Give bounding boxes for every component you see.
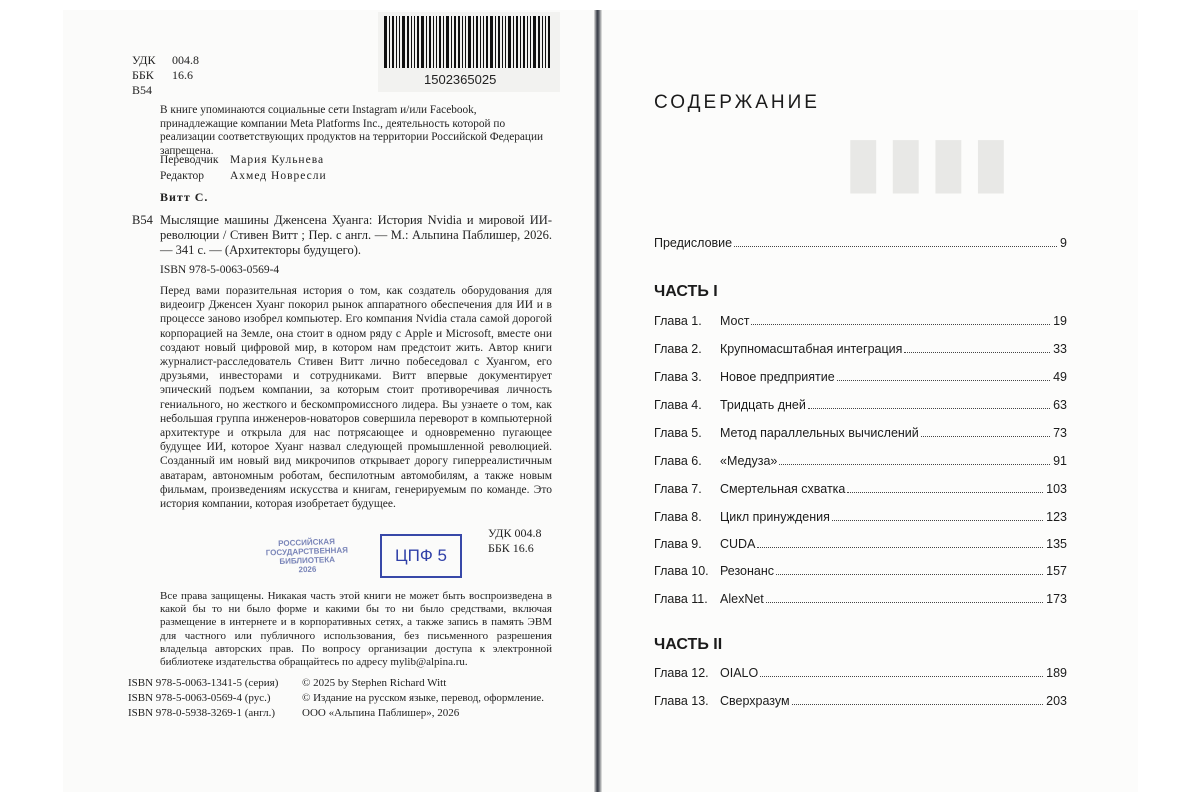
chapter-page: 103 bbox=[1046, 482, 1067, 496]
chapter-page: 49 bbox=[1053, 370, 1067, 384]
chapter-title: Новое предприятие bbox=[720, 370, 835, 384]
cpf-stamp: ЦПФ 5 bbox=[380, 534, 462, 578]
bbk-label: ББК bbox=[132, 68, 154, 82]
chapter-page: 63 bbox=[1053, 398, 1067, 412]
copyright-line: ООО «Альпина Паблишер», 2026 bbox=[302, 707, 460, 719]
toc-leader bbox=[808, 408, 1050, 409]
barcode-sticker bbox=[378, 12, 560, 92]
library-stamp-line: РОССИЙСКАЯ bbox=[278, 537, 336, 548]
toc-chapter-row[interactable] bbox=[654, 694, 1067, 708]
library-stamp bbox=[251, 536, 362, 576]
toc-leader bbox=[779, 464, 1050, 465]
book-spine bbox=[594, 10, 602, 792]
toc-leader bbox=[760, 676, 1043, 677]
chapter-title: Метод параллельных вычислений bbox=[720, 426, 919, 440]
copyright-line: © 2025 by Stephen Richard Witt bbox=[302, 677, 447, 689]
chapter-page: 19 bbox=[1053, 314, 1067, 328]
bbk-bottom-line: ББК 16.6 bbox=[488, 541, 534, 555]
toc-chapter-row[interactable] bbox=[654, 426, 1067, 440]
chapter-title: Крупномасштабная интеграция bbox=[720, 342, 903, 356]
chapter-page: 123 bbox=[1046, 510, 1067, 524]
toc-chapter-row[interactable] bbox=[654, 314, 1067, 328]
chapter-page: 33 bbox=[1053, 342, 1067, 356]
toc-chapter-row[interactable] bbox=[654, 454, 1067, 468]
chapter-page: 91 bbox=[1053, 454, 1067, 468]
toc-leader bbox=[751, 324, 1050, 325]
toc-leader bbox=[837, 380, 1050, 381]
chapter-label: Глава 9. bbox=[654, 537, 702, 551]
social-notice: В книге упоминаются социальные сети Instagram и/или Facebook, принадлежащие компании Meta Platforms Inc., деятельность которой по реализации соответствующих продуктов на территории Российской Федерации запрещена. bbox=[160, 104, 544, 157]
chapter-title: Сверхразум bbox=[720, 694, 790, 708]
translator-role: Переводчик bbox=[160, 154, 219, 166]
chapter-label: Глава 3. bbox=[654, 370, 702, 384]
toc-chapter-row[interactable] bbox=[654, 342, 1067, 356]
toc-leader bbox=[776, 574, 1043, 575]
chapter-title: Тридцать дней bbox=[720, 398, 806, 412]
editor-name: Ахмед Новресли bbox=[230, 170, 327, 182]
chapter-label: Глава 4. bbox=[654, 398, 702, 412]
toc-chapter-row[interactable] bbox=[654, 482, 1067, 496]
barcode-icon bbox=[384, 16, 554, 68]
chapter-page: 203 bbox=[1046, 694, 1067, 708]
toc-entry-name: Предисловие bbox=[654, 236, 733, 250]
library-stamp-line: 2026 bbox=[298, 564, 317, 575]
isbn-russian: ISBN 978-5-0063-0569-4 (рус.) bbox=[128, 692, 271, 704]
bbk-value: 16.6 bbox=[172, 68, 193, 82]
chapter-page: 73 bbox=[1053, 426, 1067, 440]
toc-chapter-row[interactable] bbox=[654, 666, 1067, 680]
toc-leader bbox=[847, 492, 1043, 493]
copyright-line: © Издание на русском языке, перевод, оформление. bbox=[302, 692, 545, 704]
bib-code: В54 bbox=[132, 213, 153, 227]
chapter-label: Глава 2. bbox=[654, 342, 702, 356]
chapter-title: AlexNet bbox=[720, 592, 764, 606]
library-stamp-line: БИБЛИОТЕКА bbox=[279, 555, 336, 566]
copyright bbox=[302, 676, 544, 721]
chapter-label: Глава 1. bbox=[654, 314, 702, 328]
toc-title: СОДЕРЖАНИЕ bbox=[654, 92, 820, 113]
chapter-label: Глава 10. bbox=[654, 564, 709, 578]
chapter-title: CUDA bbox=[720, 537, 756, 551]
toc-page-number: 9 bbox=[1060, 236, 1067, 250]
chapter-page: 135 bbox=[1046, 537, 1067, 551]
part-1-heading: ЧАСТЬ I bbox=[654, 283, 718, 300]
bib-record: Мыслящие машины Дженсена Хуанга: История Nvidia и мировой ИИ-революции / Стивен Витт ; Пер. с англ. — М.: Альпина Паблишер, 2026. — 341 с. — (Архитекторы будущего). bbox=[160, 213, 552, 257]
chapter-label: Глава 11. bbox=[654, 592, 708, 606]
chapter-page: 173 bbox=[1046, 592, 1067, 606]
author-mark-label: В54 bbox=[132, 83, 153, 97]
chapter-title: Резонанс bbox=[720, 564, 775, 578]
author-heading: Витт С. bbox=[160, 190, 209, 204]
isbn-list bbox=[128, 676, 278, 721]
chapter-page: 157 bbox=[1046, 564, 1067, 578]
udk-bottom bbox=[488, 526, 541, 556]
toc-leader bbox=[766, 602, 1043, 603]
chapter-label: Глава 7. bbox=[654, 482, 702, 496]
toc-leader bbox=[757, 547, 1043, 548]
isbn-english: ISBN 978-0-5938-3269-1 (англ.) bbox=[128, 707, 276, 719]
chapter-title: Цикл принуждения bbox=[720, 510, 830, 524]
udk-label: УДК bbox=[132, 53, 156, 67]
chapter-label: Глава 8. bbox=[654, 510, 702, 524]
part-2-heading: ЧАСТЬ II bbox=[654, 636, 723, 653]
annotation: Перед вами поразительная история о том, как создатель оборудования для видеоигр Дженсен Хуанг покорил рынок аппаратного обеспечения для ИИ и в процессе заново изобрел компьютер. Его компания Nvidia стала самой дорогой корпорацией на Земле, она стоит в одном ряду с Apple и Microsoft, вместе они создают новый цифровой мир, в котором нам предстоит жить. Автор книги журналист-расследователь Стивен Витт лично побеседовал с Хуангом, его друзьями, инвесторами и сотрудниками. Витт впервые документирует эпический подъем компании, за которым стоит противоречивая личность гениального, но жесткого и бескомпромиссного лидера. Вы узнаете о том, как небольшая группа инженеров-новаторов совершила переворот в компьютерной архитектуре и открыла для нас потрясающее и одновременно пугающее будущее ИИ, которое Хуанг назвал следующей промышленной революцией. Созданный им новый вид микрочипов открывает дорогу гиперреалистичным аватарам, автономным роботам, беспилотным автомобилям, а также новым фильмам, произведениям искусства и книгам, генерируемым по команде. Это история компании, которая изобретает будущее. bbox=[160, 285, 552, 511]
udk-bottom-line: УДК 004.8 bbox=[488, 526, 542, 540]
toc-chapter-row[interactable] bbox=[654, 537, 1067, 551]
toc-chapter-row[interactable] bbox=[654, 592, 1067, 606]
chapter-title: «Медуза» bbox=[720, 454, 778, 468]
toc-leader bbox=[792, 704, 1044, 705]
chapter-label: Глава 12. bbox=[654, 666, 709, 680]
chapter-page: 189 bbox=[1046, 666, 1067, 680]
toc-chapter-row[interactable] bbox=[654, 564, 1067, 578]
chapter-title: Мост bbox=[720, 314, 750, 328]
toc-preface-row[interactable] bbox=[654, 236, 1067, 250]
chapter-label: Глава 5. bbox=[654, 426, 702, 440]
barcode-number: 1502365025 bbox=[424, 72, 497, 87]
toc-leader bbox=[734, 246, 1057, 247]
toc-chapter-row[interactable] bbox=[654, 398, 1067, 412]
isbn-series: ISBN 978-5-0063-1341-5 (серия) bbox=[128, 677, 279, 689]
toc-leader bbox=[921, 436, 1050, 437]
chapter-title: OIALO bbox=[720, 666, 759, 680]
udk-block bbox=[132, 53, 199, 98]
toc-leader bbox=[904, 352, 1050, 353]
chapter-label: Глава 13. bbox=[654, 694, 709, 708]
toc-leader bbox=[832, 520, 1043, 521]
toc-chapter-row[interactable] bbox=[654, 370, 1067, 384]
udk-value: 004.8 bbox=[172, 53, 199, 67]
toc-chapter-row[interactable] bbox=[654, 510, 1067, 524]
chapter-title: Смертельная схватка bbox=[720, 482, 846, 496]
credits bbox=[160, 152, 327, 184]
rights-notice: Все права защищены. Никакая часть этой книги не может быть воспроизведена в какой бы то ни было форме и какими бы то ни было средствами, включая размещение в интернете и в корпоративных сетях, а также запись в память ЭВМ для частного или публичного использования, без письменного разрешения владельца авторских прав. По вопросу организации доступа к электронной библиотеке издательства обращайтесь по адресу mylib@alpina.ru. bbox=[160, 590, 552, 669]
library-stamp-line: ГОСУДАРСТВЕННАЯ bbox=[265, 545, 349, 558]
isbn-main: ISBN 978-5-0063-0569-4 bbox=[160, 264, 280, 276]
translator-name: Мария Кульнева bbox=[230, 154, 325, 166]
chapter-label: Глава 6. bbox=[654, 454, 702, 468]
editor-role: Редактор bbox=[160, 170, 204, 182]
show-through-shadow: ▮▮▮▮ bbox=[840, 122, 1011, 200]
